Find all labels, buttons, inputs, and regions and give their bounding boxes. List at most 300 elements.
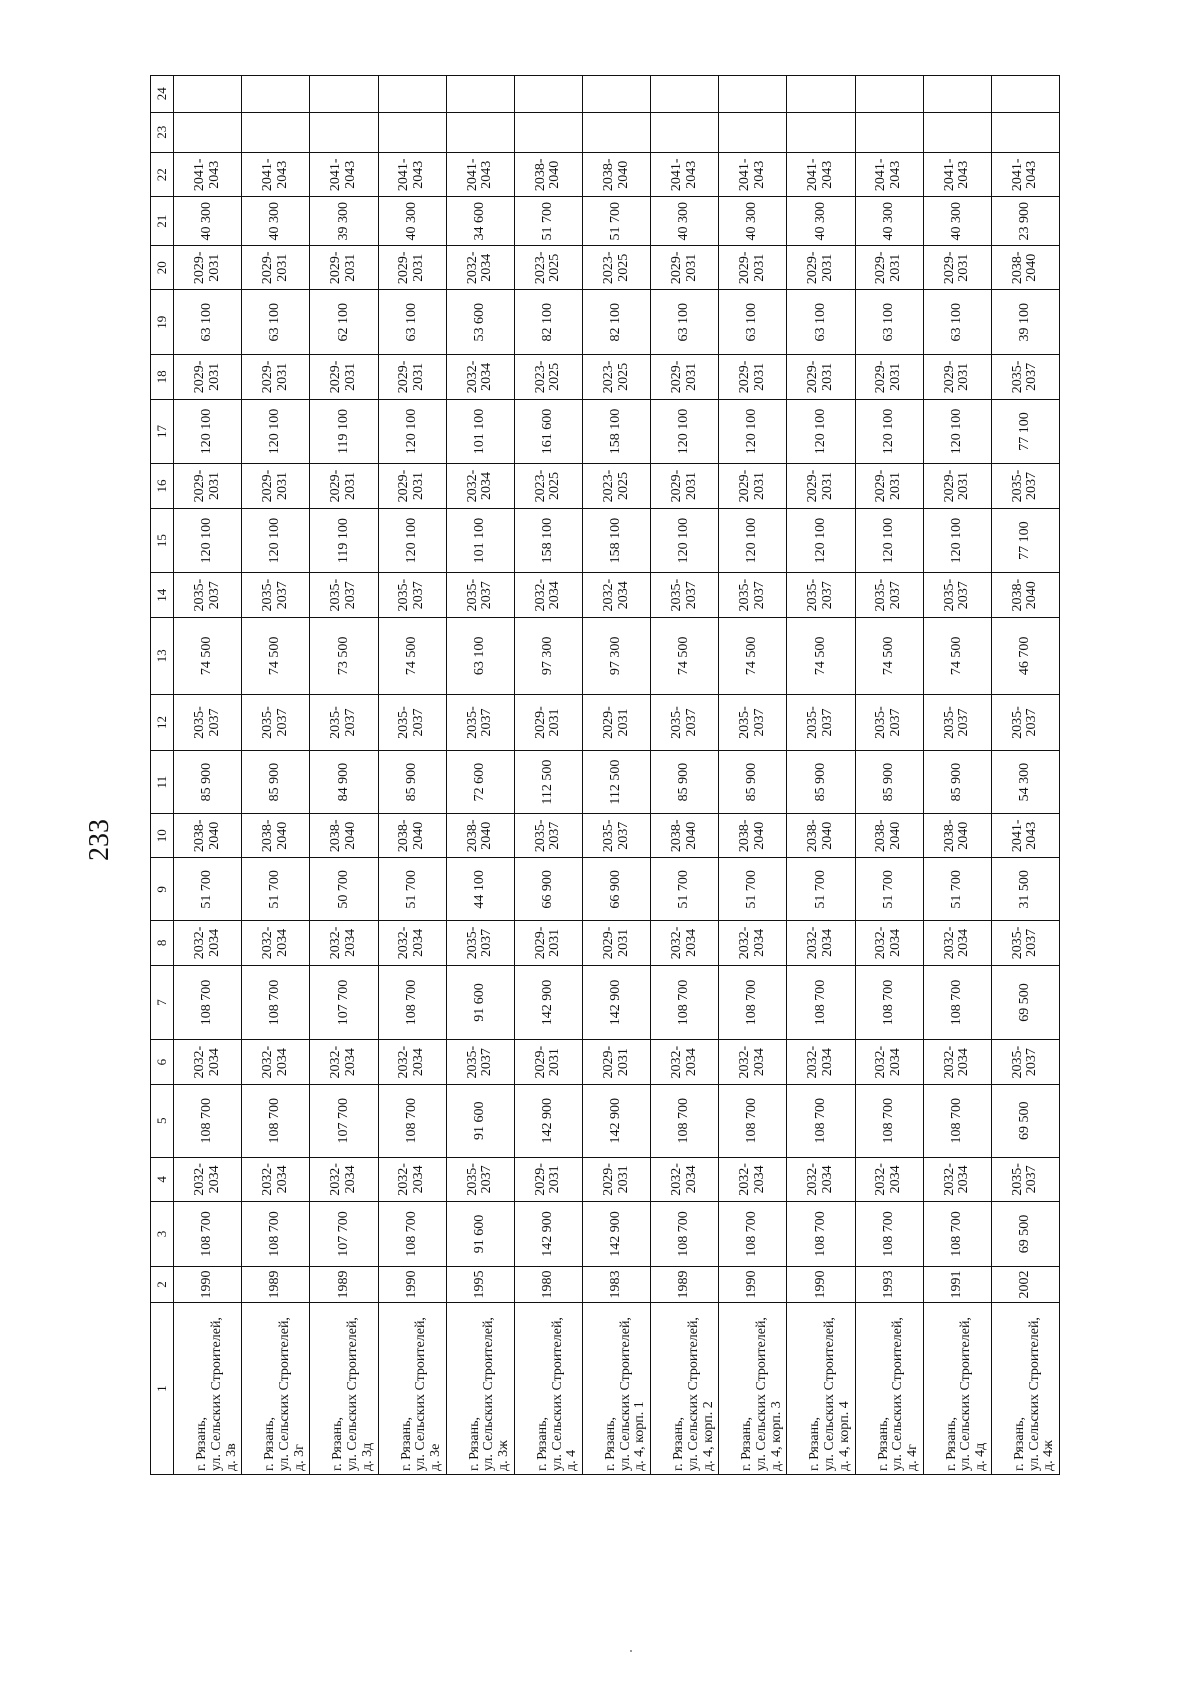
year-range-part: 2032- bbox=[396, 1045, 412, 1079]
year-range-cell bbox=[719, 1157, 787, 1201]
value-cell: 63 100 bbox=[855, 290, 923, 355]
page-number: 233 bbox=[84, 819, 115, 861]
year-range-part: 2037 bbox=[1024, 928, 1040, 957]
year-range-part: 2037 bbox=[411, 581, 427, 610]
year-range-part: 2037 bbox=[615, 821, 631, 850]
address-line: ул. Сельских Строителей, bbox=[549, 1317, 565, 1471]
address-line: д. 4 bbox=[564, 1449, 580, 1471]
value-cell bbox=[242, 112, 310, 152]
year-range-cell bbox=[582, 355, 650, 399]
value-cell: 120 100 bbox=[378, 399, 446, 464]
year-range-part: 2031 bbox=[547, 1048, 563, 1077]
address-cell bbox=[378, 1303, 446, 1475]
year-range-cell bbox=[514, 814, 582, 858]
year-range-cell bbox=[991, 1040, 1059, 1084]
value-cell: 63 100 bbox=[787, 290, 855, 355]
value-cell: 40 300 bbox=[719, 197, 787, 246]
year-range-cell bbox=[651, 814, 719, 858]
year-range-part: 2023- bbox=[600, 469, 616, 503]
address-line: д. 4д bbox=[973, 1442, 989, 1471]
year-range-cell bbox=[719, 921, 787, 965]
value-cell bbox=[582, 112, 650, 152]
year-range-part: 2029- bbox=[600, 1045, 616, 1079]
value-cell: 46 700 bbox=[991, 617, 1059, 694]
value-cell: 85 900 bbox=[651, 751, 719, 814]
year-range-cell bbox=[719, 814, 787, 858]
year-range-part: 2032- bbox=[941, 926, 957, 960]
year-range-cell bbox=[719, 573, 787, 617]
year-range-part: 2031 bbox=[956, 253, 972, 282]
value-cell: 63 100 bbox=[174, 290, 242, 355]
year-range-part: 2034 bbox=[888, 928, 904, 957]
year-range-part: 2032- bbox=[941, 1045, 957, 1079]
year-range-cell bbox=[651, 921, 719, 965]
year-range-cell bbox=[923, 921, 991, 965]
address-line: ул. Сельских Строителей, bbox=[890, 1317, 906, 1471]
year-range-part: 2038- bbox=[805, 819, 821, 853]
year-range-part: 2029- bbox=[191, 251, 207, 285]
column-header: 23 bbox=[151, 112, 174, 152]
year-range-part: 2041- bbox=[873, 158, 889, 192]
year-range-cell bbox=[855, 1040, 923, 1084]
year-range-part: 2031 bbox=[683, 472, 699, 501]
address-cell bbox=[719, 1303, 787, 1475]
year-range-part: 2037 bbox=[888, 581, 904, 610]
year-range-cell bbox=[514, 573, 582, 617]
address-cell bbox=[991, 1303, 1059, 1475]
value-cell: 120 100 bbox=[651, 508, 719, 573]
value-cell: 1980 bbox=[514, 1266, 582, 1302]
year-range-cell bbox=[991, 573, 1059, 617]
year-range-part: 2043 bbox=[342, 160, 358, 189]
year-range-part: 2043 bbox=[206, 160, 222, 189]
year-range-part: 2029- bbox=[532, 1163, 548, 1196]
year-range-cell bbox=[719, 153, 787, 197]
year-range-cell bbox=[923, 464, 991, 508]
year-range-part: 2035- bbox=[737, 578, 753, 612]
year-range-part: 2040 bbox=[411, 821, 427, 850]
year-range-part: 2034 bbox=[206, 1048, 222, 1077]
year-range-cell bbox=[991, 153, 1059, 197]
year-range-cell bbox=[378, 694, 446, 751]
year-range-cell bbox=[310, 464, 378, 508]
value-cell bbox=[923, 76, 991, 113]
year-range-cell bbox=[242, 573, 310, 617]
column-header: 4 bbox=[151, 1157, 174, 1201]
year-range-part: 2035- bbox=[737, 706, 753, 739]
value-cell bbox=[855, 76, 923, 113]
year-range-part: 2040 bbox=[615, 160, 631, 189]
value-cell: 72 600 bbox=[446, 751, 514, 814]
year-range-part: 2040 bbox=[1024, 581, 1040, 610]
year-range-part: 2043 bbox=[411, 160, 427, 189]
year-range-part: 2023- bbox=[532, 360, 548, 394]
year-range-cell bbox=[787, 153, 855, 197]
value-cell: 120 100 bbox=[242, 508, 310, 573]
value-cell: 40 300 bbox=[651, 197, 719, 246]
year-range-part: 2023- bbox=[532, 251, 548, 285]
year-range-cell bbox=[378, 573, 446, 617]
year-range-part: 2035- bbox=[260, 706, 276, 739]
table-row bbox=[651, 76, 719, 1475]
table-row bbox=[242, 76, 310, 1475]
value-cell: 108 700 bbox=[651, 965, 719, 1040]
year-range-cell bbox=[991, 814, 1059, 858]
address-line: г. Рязань, bbox=[1011, 1417, 1027, 1471]
year-range-part: 2037 bbox=[479, 1048, 495, 1077]
year-range-part: 2032- bbox=[668, 1163, 684, 1196]
year-range-cell bbox=[174, 814, 242, 858]
address-line: г. Рязань, bbox=[943, 1417, 959, 1471]
year-range-part: 2029- bbox=[532, 1045, 548, 1079]
value-cell: 108 700 bbox=[855, 1202, 923, 1267]
year-range-part: 2029- bbox=[600, 1163, 616, 1196]
column-header: 3 bbox=[151, 1202, 174, 1267]
year-range-part: 2029- bbox=[328, 251, 344, 285]
year-range-part: 2029- bbox=[737, 251, 753, 285]
address-cell bbox=[310, 1303, 378, 1475]
value-cell: 120 100 bbox=[651, 399, 719, 464]
value-cell: 107 700 bbox=[310, 1084, 378, 1157]
year-range-cell bbox=[174, 245, 242, 289]
year-range-part: 2038- bbox=[1009, 578, 1025, 612]
column-header: 9 bbox=[151, 858, 174, 921]
year-range-cell bbox=[787, 245, 855, 289]
year-range-part: 2041- bbox=[668, 158, 684, 192]
year-range-part: 2031 bbox=[342, 472, 358, 501]
year-range-part: 2034 bbox=[683, 1165, 699, 1194]
year-range-cell bbox=[855, 814, 923, 858]
value-cell: 39 300 bbox=[310, 197, 378, 246]
year-range-part: 2035- bbox=[873, 706, 889, 739]
year-range-part: 2037 bbox=[479, 708, 495, 737]
year-range-part: 2038- bbox=[191, 819, 207, 853]
value-cell: 158 100 bbox=[514, 508, 582, 573]
value-cell: 120 100 bbox=[719, 508, 787, 573]
value-cell bbox=[514, 112, 582, 152]
year-range-part: 2041- bbox=[941, 158, 957, 192]
value-cell: 108 700 bbox=[855, 1084, 923, 1157]
year-range-part: 2031 bbox=[342, 362, 358, 391]
value-cell: 108 700 bbox=[651, 1202, 719, 1267]
year-range-part: 2041- bbox=[464, 158, 480, 192]
year-range-cell bbox=[310, 573, 378, 617]
year-range-part: 2034 bbox=[274, 1048, 290, 1077]
value-cell: 51 700 bbox=[378, 858, 446, 921]
table-row bbox=[174, 76, 242, 1475]
year-range-cell bbox=[310, 153, 378, 197]
year-range-part: 2037 bbox=[479, 1165, 495, 1194]
year-range-part: 2031 bbox=[956, 472, 972, 501]
year-range-part: 2031 bbox=[751, 472, 767, 501]
value-cell bbox=[514, 76, 582, 113]
value-cell: 112 500 bbox=[514, 751, 582, 814]
address-line: д. 3е bbox=[427, 1443, 443, 1471]
table-row bbox=[991, 76, 1059, 1475]
year-range-cell bbox=[719, 464, 787, 508]
value-cell: 120 100 bbox=[787, 399, 855, 464]
value-cell bbox=[991, 76, 1059, 113]
column-header: 20 bbox=[151, 245, 174, 289]
value-cell: 44 100 bbox=[446, 858, 514, 921]
value-cell: 23 900 bbox=[991, 197, 1059, 246]
value-cell: 108 700 bbox=[923, 1202, 991, 1267]
value-cell bbox=[719, 76, 787, 113]
address-line: г. Рязань, bbox=[875, 1417, 891, 1471]
value-cell: 108 700 bbox=[719, 1084, 787, 1157]
year-range-part: 2035- bbox=[805, 706, 821, 739]
year-range-cell bbox=[651, 464, 719, 508]
year-range-cell bbox=[787, 921, 855, 965]
address-line: г. Рязань, bbox=[330, 1417, 346, 1471]
year-range-part: 2031 bbox=[547, 708, 563, 737]
year-range-part: 2043 bbox=[1024, 160, 1040, 189]
value-cell: 161 600 bbox=[514, 399, 582, 464]
year-range-cell bbox=[310, 245, 378, 289]
value-cell bbox=[923, 112, 991, 152]
year-range-part: 2029- bbox=[191, 469, 207, 503]
value-cell: 69 500 bbox=[991, 1202, 1059, 1267]
year-range-cell bbox=[923, 1157, 991, 1201]
address-cell bbox=[582, 1303, 650, 1475]
address-line: ул. Сельских Строителей, bbox=[685, 1317, 701, 1471]
value-cell: 85 900 bbox=[787, 751, 855, 814]
year-range-part: 2029- bbox=[260, 251, 276, 285]
year-range-part: 2031 bbox=[819, 253, 835, 282]
value-cell: 120 100 bbox=[174, 508, 242, 573]
year-range-part: 2034 bbox=[206, 928, 222, 957]
value-cell bbox=[174, 112, 242, 152]
year-range-cell bbox=[991, 694, 1059, 751]
year-range-cell bbox=[514, 1157, 582, 1201]
year-range-cell bbox=[378, 1157, 446, 1201]
value-cell: 91 600 bbox=[446, 1084, 514, 1157]
year-range-part: 2040 bbox=[1024, 253, 1040, 282]
year-range-part: 2032- bbox=[600, 578, 616, 612]
year-range-part: 2034 bbox=[888, 1165, 904, 1194]
value-cell: 120 100 bbox=[923, 508, 991, 573]
value-cell bbox=[446, 112, 514, 152]
value-cell: 63 100 bbox=[719, 290, 787, 355]
address-line: д. 3в bbox=[223, 1443, 239, 1471]
year-range-part: 2037 bbox=[751, 708, 767, 737]
year-range-cell bbox=[787, 355, 855, 399]
year-range-part: 2034 bbox=[956, 1048, 972, 1077]
year-range-cell bbox=[174, 464, 242, 508]
year-range-cell bbox=[514, 153, 582, 197]
value-cell: 66 900 bbox=[514, 858, 582, 921]
year-range-cell bbox=[719, 1040, 787, 1084]
year-range-part: 2031 bbox=[888, 472, 904, 501]
year-range-part: 2040 bbox=[342, 821, 358, 850]
year-range-part: 2037 bbox=[206, 581, 222, 610]
year-range-part: 2031 bbox=[206, 472, 222, 501]
value-cell: 82 100 bbox=[514, 290, 582, 355]
year-range-part: 2035- bbox=[1009, 1163, 1025, 1196]
address-line: ул. Сельских Строителей, bbox=[277, 1317, 293, 1471]
year-range-cell bbox=[923, 814, 991, 858]
column-header: 18 bbox=[151, 355, 174, 399]
value-cell bbox=[651, 76, 719, 113]
year-range-part: 2038- bbox=[396, 819, 412, 853]
value-cell: 40 300 bbox=[787, 197, 855, 246]
year-range-part: 2035- bbox=[464, 706, 480, 739]
value-cell: 1989 bbox=[651, 1266, 719, 1302]
value-cell: 1983 bbox=[582, 1266, 650, 1302]
year-range-cell bbox=[174, 573, 242, 617]
year-range-part: 2032- bbox=[191, 1045, 207, 1079]
year-range-part: 2032- bbox=[464, 360, 480, 394]
value-cell: 77 100 bbox=[991, 508, 1059, 573]
address-line: г. Рязань, bbox=[262, 1417, 278, 1471]
year-range-part: 2037 bbox=[819, 581, 835, 610]
year-range-cell bbox=[582, 814, 650, 858]
value-cell: 120 100 bbox=[174, 399, 242, 464]
year-range-cell bbox=[651, 355, 719, 399]
year-range-cell bbox=[855, 153, 923, 197]
year-range-cell bbox=[923, 153, 991, 197]
year-range-part: 2031 bbox=[411, 362, 427, 391]
value-cell: 53 600 bbox=[446, 290, 514, 355]
value-cell: 108 700 bbox=[787, 1084, 855, 1157]
year-range-cell bbox=[310, 1157, 378, 1201]
value-cell: 1993 bbox=[855, 1266, 923, 1302]
year-range-part: 2037 bbox=[819, 708, 835, 737]
value-cell bbox=[174, 76, 242, 113]
value-cell: 101 100 bbox=[446, 508, 514, 573]
address-line: ул. Сельских Строителей, bbox=[1026, 1317, 1042, 1471]
year-range-cell bbox=[651, 153, 719, 197]
address-line: д. 4, корп. 1 bbox=[632, 1401, 648, 1471]
year-range-part: 2032- bbox=[260, 926, 276, 960]
year-range-part: 2034 bbox=[547, 581, 563, 610]
table-row bbox=[310, 76, 378, 1475]
year-range-part: 2040 bbox=[683, 821, 699, 850]
year-range-part: 2031 bbox=[819, 362, 835, 391]
column-header: 16 bbox=[151, 464, 174, 508]
address-line: г. Рязань, bbox=[466, 1417, 482, 1471]
year-range-cell bbox=[582, 1040, 650, 1084]
value-cell: 1990 bbox=[787, 1266, 855, 1302]
value-cell: 1990 bbox=[174, 1266, 242, 1302]
year-range-part: 2032- bbox=[873, 1045, 889, 1079]
value-cell: 74 500 bbox=[719, 617, 787, 694]
year-range-cell bbox=[991, 921, 1059, 965]
value-cell: 74 500 bbox=[787, 617, 855, 694]
column-header: 8 bbox=[151, 921, 174, 965]
year-range-part: 2032- bbox=[737, 1045, 753, 1079]
year-range-part: 2038- bbox=[873, 819, 889, 853]
year-range-part: 2029- bbox=[668, 469, 684, 503]
year-range-part: 2025 bbox=[615, 472, 631, 501]
year-range-cell bbox=[514, 245, 582, 289]
year-range-part: 2029- bbox=[328, 469, 344, 503]
address-line: г. Рязань, bbox=[739, 1417, 755, 1471]
year-range-cell bbox=[310, 814, 378, 858]
year-range-part: 2035- bbox=[873, 578, 889, 612]
value-cell: 158 100 bbox=[582, 508, 650, 573]
value-cell: 31 500 bbox=[991, 858, 1059, 921]
value-cell bbox=[719, 112, 787, 152]
column-header: 2 bbox=[151, 1266, 174, 1302]
year-range-part: 2040 bbox=[751, 821, 767, 850]
value-cell: 74 500 bbox=[651, 617, 719, 694]
value-cell: 62 100 bbox=[310, 290, 378, 355]
address-line: д. 4, корп. 2 bbox=[700, 1401, 716, 1471]
value-cell: 1990 bbox=[719, 1266, 787, 1302]
year-range-cell bbox=[991, 1157, 1059, 1201]
year-range-cell bbox=[787, 1040, 855, 1084]
year-range-part: 2043 bbox=[819, 160, 835, 189]
year-range-part: 2029- bbox=[941, 360, 957, 394]
year-range-part: 2034 bbox=[411, 928, 427, 957]
year-range-cell bbox=[651, 694, 719, 751]
table-row bbox=[719, 76, 787, 1475]
year-range-cell bbox=[582, 153, 650, 197]
year-range-cell bbox=[242, 921, 310, 965]
data-table bbox=[150, 75, 1060, 1475]
year-range-part: 2032- bbox=[873, 926, 889, 960]
year-range-part: 2032- bbox=[464, 251, 480, 285]
header-row bbox=[151, 76, 174, 1475]
year-range-part: 2035- bbox=[464, 578, 480, 612]
value-cell: 142 900 bbox=[514, 965, 582, 1040]
year-range-part: 2034 bbox=[479, 253, 495, 282]
year-range-cell bbox=[991, 245, 1059, 289]
year-range-part: 2023- bbox=[532, 469, 548, 503]
value-cell: 108 700 bbox=[719, 1202, 787, 1267]
year-range-cell bbox=[923, 694, 991, 751]
year-range-part: 2040 bbox=[206, 821, 222, 850]
address-line: д. 4ж bbox=[1041, 1440, 1057, 1471]
year-range-part: 2041- bbox=[328, 158, 344, 192]
year-range-part: 2035- bbox=[328, 706, 344, 739]
year-range-part: 2041- bbox=[1009, 158, 1025, 192]
year-range-part: 2029- bbox=[396, 360, 412, 394]
value-cell: 40 300 bbox=[855, 197, 923, 246]
year-range-part: 2034 bbox=[342, 1165, 358, 1194]
year-range-part: 2029- bbox=[532, 706, 548, 739]
year-range-part: 2032- bbox=[191, 926, 207, 960]
year-range-part: 2032- bbox=[668, 1045, 684, 1079]
year-range-part: 2034 bbox=[819, 1048, 835, 1077]
value-cell: 1989 bbox=[242, 1266, 310, 1302]
year-range-part: 2031 bbox=[206, 362, 222, 391]
year-range-part: 2031 bbox=[683, 253, 699, 282]
year-range-part: 2035- bbox=[1009, 1045, 1025, 1079]
value-cell: 120 100 bbox=[787, 508, 855, 573]
year-range-part: 2041- bbox=[396, 158, 412, 192]
value-cell bbox=[242, 76, 310, 113]
address-line: д. 4, корп. 4 bbox=[836, 1401, 852, 1471]
year-range-part: 2043 bbox=[274, 160, 290, 189]
year-range-part: 2034 bbox=[819, 928, 835, 957]
year-range-part: 2034 bbox=[615, 581, 631, 610]
year-range-part: 2034 bbox=[411, 1048, 427, 1077]
value-cell: 108 700 bbox=[378, 965, 446, 1040]
column-header: 5 bbox=[151, 1084, 174, 1157]
address-cell bbox=[923, 1303, 991, 1475]
value-cell: 108 700 bbox=[174, 1084, 242, 1157]
year-range-part: 2040 bbox=[479, 821, 495, 850]
value-cell: 63 100 bbox=[651, 290, 719, 355]
year-range-part: 2035- bbox=[600, 819, 616, 853]
year-range-cell bbox=[310, 355, 378, 399]
value-cell: 74 500 bbox=[242, 617, 310, 694]
year-range-part: 2037 bbox=[888, 708, 904, 737]
year-range-cell bbox=[378, 245, 446, 289]
year-range-part: 2029- bbox=[941, 251, 957, 285]
